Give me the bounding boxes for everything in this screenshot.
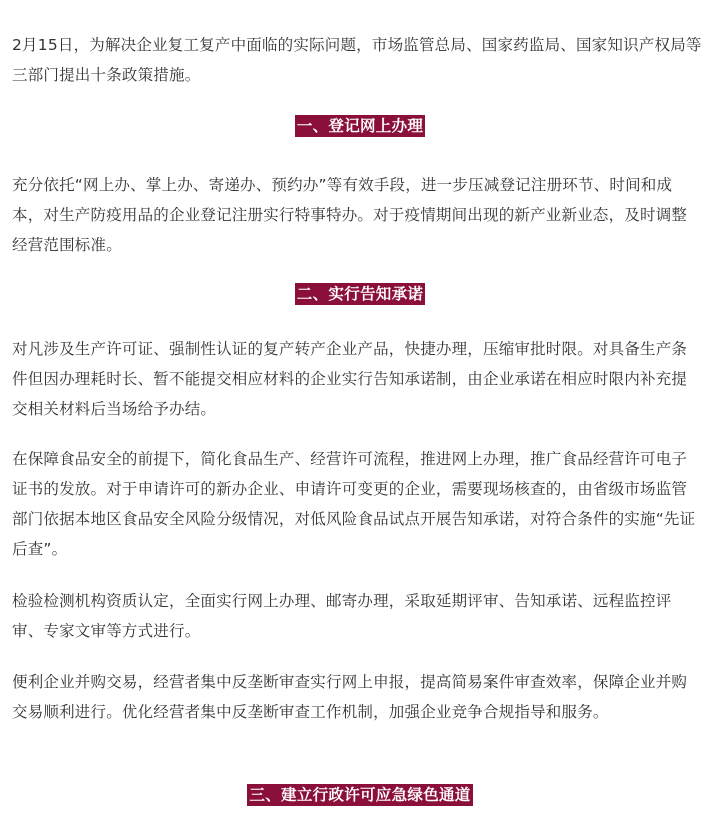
section-heading-3: 三、建立行政许可应急绿色通道: [249, 786, 471, 804]
section-heading-wrapper: [0, 784, 720, 806]
section-heading-wrapper: [0, 115, 720, 137]
intro-paragraph: 2月15日，为解决企业复工复产中面临的实际问题，市场监管总局、国家药监局、国家知识产权局等三部门提出十条政策措施。: [12, 36, 702, 84]
section-2-paragraph-4: 便利企业并购交易，经营者集中反垄断审查实行网上申报，提高简易案件审查效率，保障企业并购交易顺利进行。优化经营者集中反垄断审查工作机制，加强企业竞争合规指导和服务。: [12, 673, 688, 721]
section-2-paragraph-2: 在保障食品安全的前提下，简化食品生产、经营许可流程，推进网上办理，推广食品经营许可电子证书的发放。对于申请许可的新办企业、申请许可变更的企业，需要现场核查的，由省级市场监管部门依据本地区食品安全风险分级情况，对低风险食品试点开展告知承诺，对符合条件的实施“先证后查”。: [12, 450, 696, 558]
section-2-paragraph-3: 检验检测机构资质认定，全面实行网上办理、邮寄办理，采取延期评审、告知承诺、远程监控评审、专家文审等方式进行。: [12, 592, 672, 640]
section-2-paragraph-1: 对凡涉及生产许可证、强制性认证的复产转产企业产品，快捷办理，压缩审批时限。对具备生产条件但因办理耗时长、暂不能提交相应材料的企业实行告知承诺制，由企业承诺在相应时限内补充提交相关材料后当场给予办结。: [12, 340, 688, 418]
section-1-paragraph-1: 充分依托“网上办、掌上办、寄递办、预约办”等有效手段，进一步压减登记注册环节、时间和成本，对生产防疫用品的企业登记注册实行特事特办。对于疫情期间出现的新产业新业态，及时调整经营范围标准。: [12, 176, 688, 254]
section-heading-1: 一、登记网上办理: [296, 117, 424, 135]
section-heading-wrapper: [0, 283, 720, 305]
section-heading-2: 二、实行告知承诺: [296, 285, 424, 303]
